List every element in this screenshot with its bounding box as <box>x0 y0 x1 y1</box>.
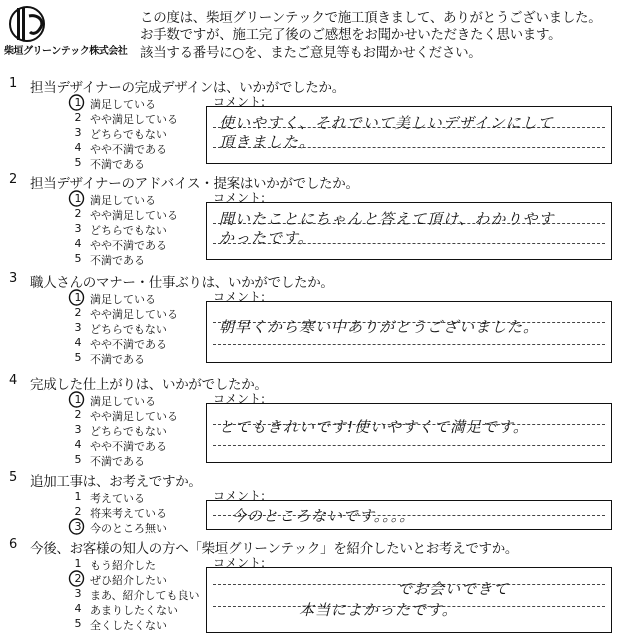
option-number: 3 <box>74 587 82 600</box>
question-text: 完成した仕上がりは、いかがでしたか。 <box>30 377 268 393</box>
question-number: 1 <box>9 76 18 91</box>
comment-text-line-2: かったです。 <box>219 229 314 247</box>
option-number: 4 <box>74 237 82 250</box>
option-number: 1 <box>74 192 82 205</box>
comment-text-line-1: でお会いできて <box>397 580 510 598</box>
option-label: もう紹介した <box>90 559 156 572</box>
option-number: 1 <box>74 393 82 406</box>
option-label: 不満である <box>90 158 145 171</box>
question-text: 担当デザイナーのアドバイス・提案はいかがでしたか。 <box>30 176 359 192</box>
question-number: 6 <box>9 537 18 552</box>
comment-text-line-2: 本当によかったです。 <box>299 601 458 619</box>
option-number: 2 <box>74 572 82 585</box>
option-label: 考えている <box>90 492 145 505</box>
question-number: 3 <box>9 271 18 286</box>
option-number: 2 <box>74 111 82 124</box>
option-number: 5 <box>74 156 82 169</box>
option-number: 3 <box>74 222 82 235</box>
question-text: 追加工事は、お考えですか。 <box>30 474 202 490</box>
question-number: 5 <box>9 470 18 485</box>
option-label: 満足している <box>90 293 156 306</box>
option-label: 満足している <box>90 194 156 207</box>
option-number: 5 <box>74 453 82 466</box>
option-number: 5 <box>74 252 82 265</box>
option-label: 不満である <box>90 455 145 468</box>
intro-line-2: お手数ですが、施工完了後のご感想をお聞かせいただきたく思います。 <box>140 27 562 43</box>
option-number: 3 <box>74 126 82 139</box>
option-label: どちらでもない <box>90 323 167 336</box>
option-label: やや不満である <box>90 440 167 453</box>
question-number: 2 <box>9 172 18 187</box>
option-label: やや満足している <box>90 209 178 222</box>
comment-box[interactable] <box>206 567 612 633</box>
option-number: 3 <box>74 423 82 436</box>
option-number: 2 <box>74 207 82 220</box>
option-label: ぜひ紹介したい <box>90 574 167 587</box>
option-label: 不満である <box>90 353 145 366</box>
comment-text-line-2: 頂きました。 <box>219 133 316 151</box>
option-label: やや満足している <box>90 113 178 126</box>
option-number: 1 <box>74 490 82 503</box>
comment-text-line-1: 朝早くから寒い中ありがとうございました。 <box>219 318 540 336</box>
comment-box[interactable] <box>206 202 612 260</box>
option-number: 2 <box>74 306 82 319</box>
comment-box[interactable] <box>206 500 612 530</box>
option-label: やや満足している <box>90 308 178 321</box>
option-number: 2 <box>74 408 82 421</box>
intro-line-3: 該当する番号に○を、またご意見等もお聞かせください。 <box>140 45 482 61</box>
option-number: 4 <box>74 602 82 615</box>
comment-label: コメント: <box>213 392 266 406</box>
comment-box[interactable] <box>206 106 612 164</box>
comment-box[interactable] <box>206 403 612 463</box>
option-number: 3 <box>74 321 82 334</box>
comment-label: コメント: <box>213 556 266 570</box>
question-number: 4 <box>9 373 18 388</box>
comment-text-line-1: 使いやすく、それでいて美しいデザインにして <box>219 114 554 132</box>
option-label: やや不満である <box>90 239 167 252</box>
option-label: どちらでもない <box>90 128 167 141</box>
comment-text-line-1: 聞いたことにちゃんと答えて頂け、わかりやす <box>219 210 555 228</box>
option-number: 5 <box>74 617 82 630</box>
question-text: 担当デザイナーの完成デザインは、いかがでしたか。 <box>30 80 345 96</box>
option-label: 全くしたくない <box>90 619 167 632</box>
option-number: 4 <box>74 141 82 154</box>
comment-text-line-1: とてもきれいです!使いやすくて満足です。 <box>219 418 529 436</box>
option-label: あまりしたくない <box>90 604 178 617</box>
company-name: 柴垣グリーンテック株式会社 <box>4 46 128 57</box>
option-label: 満足している <box>90 395 156 408</box>
question-text: 職人さんのマナー・仕事ぶりは、いかがでしたか。 <box>30 275 334 291</box>
option-number: 1 <box>74 557 82 570</box>
option-number: 1 <box>74 291 82 304</box>
option-label: 満足している <box>90 98 156 111</box>
option-number: 1 <box>74 96 82 109</box>
option-number: 2 <box>74 505 82 518</box>
option-number: 3 <box>74 520 82 533</box>
comment-label: コメント: <box>213 95 266 109</box>
company-logo-icon <box>6 4 52 46</box>
intro-line-1: この度は、柴垣グリーンテックで施工頂きまして、ありがとうございました。 <box>140 10 602 26</box>
comment-label: コメント: <box>213 489 266 503</box>
comment-label: コメント: <box>213 290 266 304</box>
comment-text-line-1: 今のところないです。。。。 <box>231 507 416 525</box>
option-label: 今のところ無い <box>90 522 167 535</box>
option-number: 4 <box>74 438 82 451</box>
option-label: やや満足している <box>90 410 178 423</box>
option-label: どちらでもない <box>90 224 167 237</box>
option-label: 不満である <box>90 254 145 267</box>
comment-label: コメント: <box>213 191 266 205</box>
question-text: 今後、お客様の知人の方へ「柴垣グリーンテック」を紹介したいとお考えですか。 <box>30 541 519 557</box>
comment-box[interactable] <box>206 301 612 363</box>
option-label: どちらでもない <box>90 425 167 438</box>
option-label: まあ、紹介しても良い <box>90 589 200 602</box>
option-label: 将来考えている <box>90 507 167 520</box>
option-number: 5 <box>74 351 82 364</box>
option-label: やや不満である <box>90 338 167 351</box>
option-label: やや不満である <box>90 143 167 156</box>
option-number: 4 <box>74 336 82 349</box>
